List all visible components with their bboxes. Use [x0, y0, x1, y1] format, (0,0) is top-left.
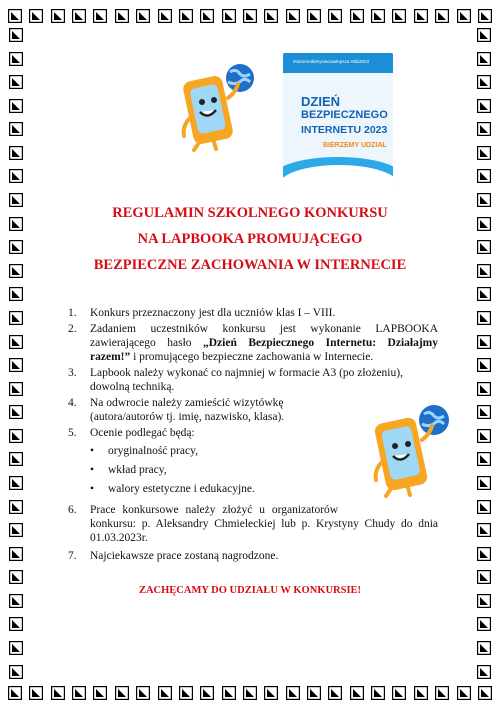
border-tile — [93, 9, 107, 23]
criteria-item — [68, 461, 438, 480]
border-tile — [286, 686, 300, 700]
border-tile — [243, 9, 257, 23]
border-tile — [477, 429, 491, 443]
bullet-icon: • — [90, 483, 95, 495]
border-tile — [477, 452, 491, 466]
rule-number: 5. — [68, 427, 77, 439]
border-tile — [307, 9, 321, 23]
border-tile — [9, 570, 23, 584]
border-tile — [478, 9, 492, 23]
border-tile — [477, 264, 491, 278]
border-tile — [477, 594, 491, 608]
heading-line-2: NA LAPBOOKA PROMUJĄCEGO — [137, 231, 363, 247]
border-tile — [51, 9, 65, 23]
border-tile — [477, 500, 491, 514]
border-tile — [477, 28, 491, 42]
border-tile — [136, 686, 150, 700]
border-tile — [200, 9, 214, 23]
border-tile — [9, 547, 23, 561]
border-tile — [371, 686, 385, 700]
border-tile — [477, 99, 491, 113]
border-tile — [9, 452, 23, 466]
border-tile — [9, 287, 23, 301]
rule-number: 6. — [68, 504, 77, 516]
border-tile — [115, 9, 129, 23]
border-tile — [200, 686, 214, 700]
border-tile — [477, 617, 491, 631]
border-tile — [51, 686, 65, 700]
border-tile — [93, 686, 107, 700]
border-tile — [477, 169, 491, 183]
rule-1 — [68, 306, 438, 322]
border-tile — [72, 9, 86, 23]
border-tile — [350, 686, 364, 700]
criteria-item — [68, 480, 438, 499]
border-tile — [477, 146, 491, 160]
safer-internet-day-poster — [283, 53, 393, 185]
border-tile — [328, 686, 342, 700]
border-tile — [477, 665, 491, 679]
border-top — [0, 6, 500, 26]
rule-text-line-1: Lapbook należy wykonać co najmniej w formacie A3 (po złożeniu), — [90, 367, 403, 379]
criteria-text: oryginalność pracy, — [108, 445, 198, 457]
rule-text-line-2: (autora/autorów tj. imię, nazwisko, klasa). — [90, 411, 285, 423]
border-tile — [328, 9, 342, 23]
rule-text-line-2: konkursu: p. Aleksandry Chmieleckiej lub p. Krystyny Chudy do dnia 01.03.2023r. — [90, 518, 438, 544]
border-tile — [286, 9, 300, 23]
border-tile — [9, 476, 23, 490]
border-tile — [477, 358, 491, 372]
border-tile — [477, 547, 491, 561]
border-tile — [414, 686, 428, 700]
border-tile — [477, 570, 491, 584]
border-tile — [371, 9, 385, 23]
border-tile — [457, 9, 471, 23]
rule-text-line-2: dowolną techniką. — [90, 381, 175, 393]
border-left — [6, 28, 26, 679]
border-tile — [222, 686, 236, 700]
border-tile — [9, 193, 23, 207]
border-tile — [9, 358, 23, 372]
rule-5 — [68, 426, 438, 442]
border-tile — [414, 9, 428, 23]
rule-text-line-1: Prace konkursowe należy złożyć u organizatorów — [90, 504, 339, 516]
border-tile — [477, 240, 491, 254]
border-tile — [158, 686, 172, 700]
border-tile — [115, 686, 129, 700]
border-tile — [9, 617, 23, 631]
border-tile — [350, 9, 364, 23]
rule-text-line-1: Na odwrocie należy zamieścić wizytówkę — [90, 397, 284, 409]
border-tile — [477, 335, 491, 349]
border-tile — [477, 523, 491, 537]
border-tile — [477, 641, 491, 655]
rule-slogan: „Dzień Bezpiecznego Internetu: Działajmy razem!” — [90, 337, 439, 363]
border-tile — [9, 429, 23, 443]
border-tile — [9, 500, 23, 514]
rule-number: 7. — [68, 550, 77, 562]
border-tile — [222, 9, 236, 23]
rule-4 — [68, 396, 438, 426]
border-tile — [9, 382, 23, 396]
border-tile — [9, 311, 23, 325]
rule-number: 2. — [68, 323, 77, 335]
rule-number: 3. — [68, 367, 77, 379]
border-tile — [435, 9, 449, 23]
border-tile — [457, 686, 471, 700]
border-tile — [392, 9, 406, 23]
border-tile — [9, 99, 23, 113]
poster-title-line-2: BEZPIECZNEGO — [301, 109, 388, 121]
border-tile — [435, 686, 449, 700]
rule-text: Najciekawsze prace zostaną nagrodzone. — [90, 550, 279, 562]
border-tile — [477, 382, 491, 396]
bullet-icon: • — [90, 445, 95, 457]
poster-tagline: #razemrobimysieciowlepsza #dbi2023 — [293, 59, 370, 64]
border-tile — [477, 311, 491, 325]
phone-mascot-illustration-top — [170, 60, 262, 152]
border-tile — [29, 686, 43, 700]
border-tile — [9, 28, 23, 42]
criteria-text: wkład pracy, — [108, 464, 167, 476]
border-tile — [9, 641, 23, 655]
border-tile — [392, 686, 406, 700]
border-tile — [9, 335, 23, 349]
border-right — [474, 28, 494, 679]
rule-number: 1. — [68, 307, 77, 319]
bullet-icon: • — [90, 464, 95, 476]
border-tile — [477, 193, 491, 207]
closing-call-to-action: ZACHĘCAMY DO UDZIAŁU W KONKURSIE! — [138, 585, 362, 596]
border-tile — [136, 9, 150, 23]
border-tile — [478, 686, 492, 700]
border-tile — [9, 240, 23, 254]
border-tile — [9, 75, 23, 89]
border-tile — [8, 686, 22, 700]
border-tile — [9, 122, 23, 136]
border-tile — [29, 9, 43, 23]
border-tile — [9, 665, 23, 679]
border-tile — [179, 9, 193, 23]
border-tile — [264, 9, 278, 23]
poster-title-line-3: INTERNETU 2023 — [301, 124, 388, 136]
border-bottom — [0, 683, 500, 703]
rule-text: Ocenie podlegać będą: — [90, 427, 195, 439]
border-tile — [477, 75, 491, 89]
border-tile — [8, 9, 22, 23]
border-tile — [477, 476, 491, 490]
border-tile — [9, 169, 23, 183]
border-tile — [307, 686, 321, 700]
rule-7 — [68, 549, 438, 565]
border-tile — [179, 686, 193, 700]
heading-line-1: REGULAMIN SZKOLNEGO KONKURSU — [112, 205, 388, 221]
border-tile — [9, 523, 23, 537]
rule-text-part: i promującego bezpieczne zachowania w Internecie. — [130, 351, 374, 363]
poster-title-line-1: DZIEŃ — [301, 94, 340, 109]
heading-line-3: BEZPIECZNE ZACHOWANIA W INTERNECIE — [93, 257, 407, 273]
border-tile — [477, 405, 491, 419]
border-tile — [9, 217, 23, 231]
rule-3 — [68, 366, 438, 396]
rule-text-part: Zadaniem uczestników konkursu jest wykonanie LAPBOOKA zawierającego hasło — [90, 323, 438, 349]
border-tile — [9, 146, 23, 160]
border-tile — [477, 122, 491, 136]
poster-subtitle: BIERZEMY UDZIAŁ — [323, 142, 387, 149]
border-tile — [264, 686, 278, 700]
criteria-item — [68, 442, 438, 461]
rule-text: Konkurs przeznaczony jest dla uczniów klas I – VIII. — [90, 307, 336, 319]
border-tile — [158, 9, 172, 23]
rules-list — [68, 306, 438, 565]
rule-number: 4. — [68, 397, 77, 409]
border-tile — [72, 686, 86, 700]
border-tile — [9, 264, 23, 278]
rule-2 — [68, 322, 438, 366]
rule-text — [90, 322, 438, 364]
rule-6 — [68, 503, 438, 549]
border-tile — [9, 52, 23, 66]
border-tile — [477, 217, 491, 231]
border-tile — [9, 405, 23, 419]
border-tile — [477, 52, 491, 66]
border-tile — [243, 686, 257, 700]
border-tile — [477, 287, 491, 301]
criteria-text: walory estetyczne i edukacyjne. — [108, 483, 255, 495]
border-tile — [9, 594, 23, 608]
